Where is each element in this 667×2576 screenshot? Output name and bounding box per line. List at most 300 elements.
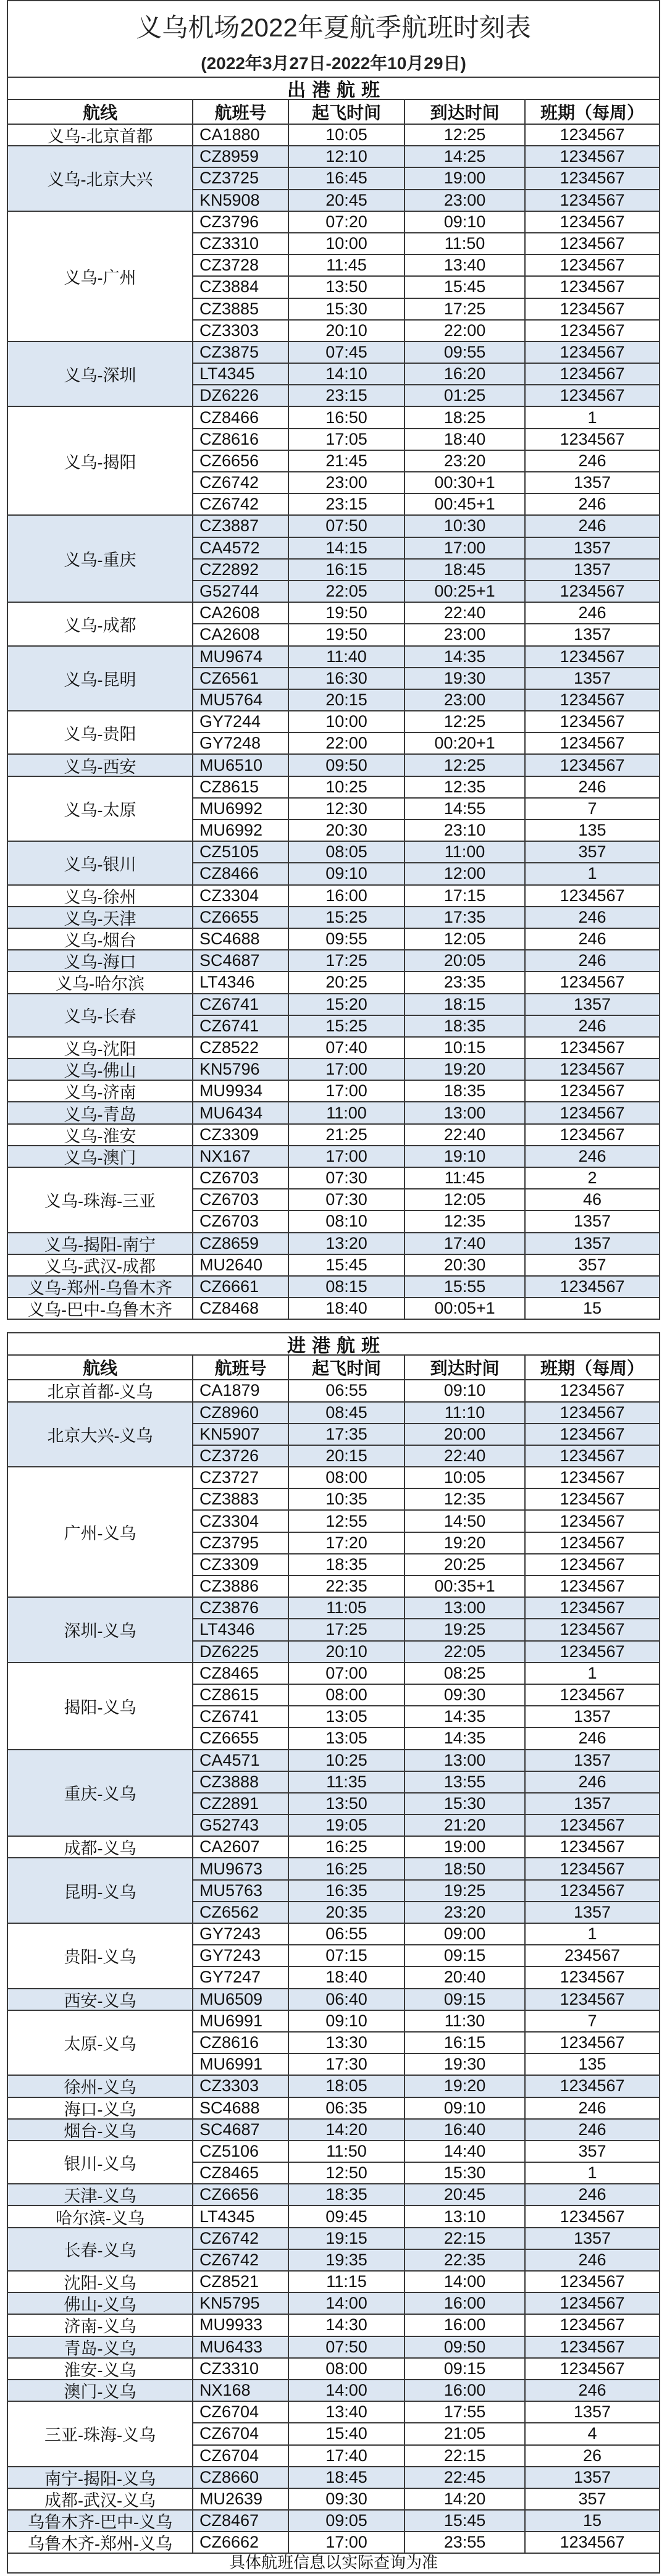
- schedule-days-cell: 2: [526, 1168, 660, 1189]
- flight-number-cell: MU6992: [193, 799, 289, 820]
- schedule-days-cell: 1357: [526, 2467, 660, 2489]
- column-header-schedule-days: 班期（每周）: [526, 100, 660, 125]
- route-cell: 沈阳-义乌: [8, 2272, 193, 2293]
- arrival-time-cell: 13:00: [405, 1598, 526, 1619]
- route-cell: 义乌-广州: [8, 212, 193, 342]
- departure-time-cell: 12:50: [289, 2163, 405, 2184]
- schedule-days-cell: 1357: [526, 560, 660, 581]
- route-cell: 长春-义乌: [8, 2228, 193, 2272]
- flight-number-cell: CZ3728: [193, 255, 289, 277]
- flight-number-cell: CZ6561: [193, 668, 289, 690]
- schedule-days-cell: 246: [526, 516, 660, 537]
- flight-number-cell: CZ3304: [193, 1511, 289, 1532]
- flight-number-cell: CZ8616: [193, 429, 289, 451]
- arrival-time-cell: 09:15: [405, 1989, 526, 2011]
- departure-time-cell: 09:50: [289, 755, 405, 776]
- route-cell: 义乌-哈尔滨: [8, 972, 193, 994]
- schedule-days-cell: 7: [526, 2011, 660, 2033]
- flight-number-cell: CA2607: [193, 1837, 289, 1858]
- arrival-time-cell: 20:30: [405, 1255, 526, 1277]
- departure-time-cell: 16:30: [289, 668, 405, 690]
- departure-time-cell: 07:30: [289, 1189, 405, 1211]
- flight-number-cell: KN5795: [193, 2293, 289, 2315]
- schedule-days-cell: 1234567: [526, 1967, 660, 1989]
- flight-number-cell: CA2608: [193, 624, 289, 646]
- route-cell: 三亚-珠海-义乌: [8, 2402, 193, 2467]
- arrival-time-cell: 14:35: [405, 647, 526, 668]
- route-cell: 义乌-淮安: [8, 1125, 193, 1146]
- flight-number-cell: CZ3304: [193, 886, 289, 907]
- departure-time-cell: 17:35: [289, 1424, 405, 1446]
- schedule-days-cell: 246: [526, 907, 660, 929]
- flight-number-cell: CZ3310: [193, 233, 289, 255]
- arrival-time-cell: 08:25: [405, 1663, 526, 1685]
- departure-time-cell: 23:15: [289, 494, 405, 516]
- departure-time-cell: 06:55: [289, 1380, 405, 1402]
- departure-time-cell: 22:05: [289, 581, 405, 603]
- schedule-days-cell: 1234567: [526, 168, 660, 190]
- departure-time-cell: 09:30: [289, 2489, 405, 2511]
- schedule-days-cell: 1234567: [526, 581, 660, 603]
- arrival-time-cell: 00:25+1: [405, 581, 526, 603]
- schedule-days-cell: 1234567: [526, 429, 660, 451]
- departure-time-cell: 18:40: [289, 1298, 405, 1320]
- flight-number-cell: CZ6655: [193, 907, 289, 929]
- flight-number-cell: CZ8959: [193, 146, 289, 168]
- schedule-days-cell: 1234567: [526, 233, 660, 255]
- departure-time-cell: 09:10: [289, 863, 405, 885]
- departure-time-cell: 13:40: [289, 2402, 405, 2423]
- schedule-days-cell: 1234567: [526, 2293, 660, 2315]
- arrival-time-cell: 16:15: [405, 2033, 526, 2054]
- schedule-days-cell: 1234567: [526, 1102, 660, 1124]
- schedule-days-cell: 1234567: [526, 1989, 660, 2011]
- route-cell: 义乌-海口: [8, 950, 193, 972]
- arrival-time-cell: 23:10: [405, 820, 526, 842]
- schedule-days-cell: 1234567: [526, 972, 660, 994]
- route-cell: 义乌-太原: [8, 777, 193, 842]
- flight-number-cell: CZ6656: [193, 2184, 289, 2206]
- arrival-time-cell: 14:35: [405, 1728, 526, 1750]
- departures-table: [7, 77, 660, 1320]
- arrival-time-cell: 19:00: [405, 1837, 526, 1858]
- departure-time-cell: 09:05: [289, 2511, 405, 2532]
- schedule-days-cell: 1234567: [526, 364, 660, 385]
- departure-time-cell: 16:25: [289, 1837, 405, 1858]
- arrival-time-cell: 18:50: [405, 1858, 526, 1880]
- departure-time-cell: 21:25: [289, 1125, 405, 1146]
- route-cell: 澳门-义乌: [8, 2380, 193, 2402]
- arrival-time-cell: 12:00: [405, 863, 526, 885]
- arrival-time-cell: 17:40: [405, 1233, 526, 1255]
- departure-time-cell: 16:00: [289, 886, 405, 907]
- schedule-days-cell: 1234567: [526, 755, 660, 776]
- departure-time-cell: 11:15: [289, 2272, 405, 2293]
- arrival-time-cell: 17:15: [405, 886, 526, 907]
- flight-number-cell: CZ3888: [193, 1772, 289, 1794]
- route-cell: 广州-义乌: [8, 1467, 193, 1598]
- arrival-time-cell: 09:10: [405, 1380, 526, 1402]
- schedule-days-cell: 1234567: [526, 1881, 660, 1902]
- route-cell: 成都-武汉-义乌: [8, 2489, 193, 2511]
- schedule-days-cell: 1234567: [526, 342, 660, 364]
- schedule-days-cell: 1234567: [526, 1081, 660, 1102]
- route-cell: 乌鲁木齐-巴中-义乌: [8, 2511, 193, 2532]
- route-cell: 贵阳-义乌: [8, 1924, 193, 1989]
- arrival-time-cell: 19:20: [405, 1533, 526, 1554]
- schedule-days-cell: 1234567: [526, 1059, 660, 1081]
- departure-time-cell: 17:00: [289, 2532, 405, 2554]
- flight-number-cell: MU6510: [193, 755, 289, 776]
- arrival-time-cell: 11:10: [405, 1403, 526, 1424]
- flight-number-cell: CZ6703: [193, 1211, 289, 1233]
- schedule-days-cell: 246: [526, 1146, 660, 1168]
- arrival-time-cell: 00:35+1: [405, 1576, 526, 1598]
- schedule-days-cell: 357: [526, 1255, 660, 1277]
- route-cell: 义乌-北京大兴: [8, 146, 193, 212]
- schedule-days-cell: 1234567: [526, 2315, 660, 2336]
- arrival-time-cell: 16:00: [405, 2380, 526, 2402]
- route-cell: 海口-义乌: [8, 2098, 193, 2120]
- route-cell: 义乌-深圳: [8, 342, 193, 408]
- departure-time-cell: 13:50: [289, 277, 405, 298]
- column-header-arrival-time: 到达时间: [405, 100, 526, 125]
- schedule-days-cell: 1357: [526, 538, 660, 560]
- route-cell: 义乌-银川: [8, 842, 193, 885]
- schedule-days-cell: 1357: [526, 624, 660, 646]
- departure-time-cell: 19:05: [289, 1815, 405, 1837]
- schedule-days-cell: 1234567: [526, 1619, 660, 1641]
- flight-number-cell: DZ6225: [193, 1642, 289, 1663]
- departure-time-cell: 08:10: [289, 1211, 405, 1233]
- departure-time-cell: 15:40: [289, 2423, 405, 2445]
- departure-time-cell: 14:00: [289, 2293, 405, 2315]
- departure-time-cell: 19:35: [289, 2250, 405, 2272]
- departure-time-cell: 07:15: [289, 1945, 405, 1967]
- column-header-flight-number: 航班号: [193, 1356, 289, 1380]
- flight-number-cell: CZ8521: [193, 2272, 289, 2293]
- schedule-days-cell: 357: [526, 2141, 660, 2163]
- arrival-time-cell: 13:40: [405, 255, 526, 277]
- departure-time-cell: 16:50: [289, 407, 405, 429]
- arrival-time-cell: 15:45: [405, 2511, 526, 2532]
- arrival-time-cell: 13:00: [405, 1750, 526, 1772]
- arrival-time-cell: 16:00: [405, 2315, 526, 2336]
- flight-number-cell: CZ5106: [193, 2141, 289, 2163]
- route-cell: 重庆-义乌: [8, 1750, 193, 1837]
- arrival-time-cell: 11:30: [405, 2011, 526, 2033]
- flight-number-cell: MU6434: [193, 1102, 289, 1124]
- arrival-time-cell: 18:15: [405, 994, 526, 1016]
- flight-number-cell: CZ8466: [193, 407, 289, 429]
- schedule-days-cell: 1357: [526, 1794, 660, 1815]
- departure-time-cell: 13:30: [289, 2033, 405, 2054]
- departure-time-cell: 20:10: [289, 321, 405, 342]
- schedule-days-cell: 1234567: [526, 255, 660, 277]
- departure-time-cell: 17:20: [289, 1533, 405, 1554]
- departure-time-cell: 17:25: [289, 950, 405, 972]
- flight-number-cell: MU9673: [193, 1858, 289, 1880]
- flight-number-cell: CZ3885: [193, 299, 289, 321]
- arrival-time-cell: 13:00: [405, 1102, 526, 1124]
- flight-number-cell: MU9674: [193, 647, 289, 668]
- departure-time-cell: 23:15: [289, 385, 405, 407]
- departure-time-cell: 18:45: [289, 2467, 405, 2489]
- schedule-days-cell: 1234567: [526, 1837, 660, 1858]
- schedule-days-cell: 46: [526, 1189, 660, 1211]
- schedule-days-cell: 1357: [526, 1706, 660, 1728]
- schedule-days-cell: 1234567: [526, 2272, 660, 2293]
- flight-number-cell: G52743: [193, 1815, 289, 1837]
- schedule-days-cell: 1234567: [526, 2033, 660, 2054]
- schedule-days-cell: 246: [526, 929, 660, 950]
- departure-time-cell: 19:50: [289, 603, 405, 624]
- flight-number-cell: CZ8660: [193, 2467, 289, 2489]
- schedule-days-cell: 1234567: [526, 886, 660, 907]
- schedule-days-cell: 1234567: [526, 125, 660, 146]
- arrival-time-cell: 16:40: [405, 2120, 526, 2141]
- flight-number-cell: GY7243: [193, 1945, 289, 1967]
- schedule-days-cell: 1234567: [526, 733, 660, 755]
- flight-number-cell: CZ6655: [193, 1728, 289, 1750]
- flight-number-cell: CZ6656: [193, 451, 289, 472]
- departure-time-cell: 14:00: [289, 2380, 405, 2402]
- departure-time-cell: 15:25: [289, 907, 405, 929]
- arrival-time-cell: 21:20: [405, 1815, 526, 1837]
- flight-number-cell: CZ3887: [193, 516, 289, 537]
- flight-number-cell: NX168: [193, 2380, 289, 2402]
- flight-number-cell: KN5908: [193, 190, 289, 212]
- schedule-days-cell: 1234567: [526, 1533, 660, 1554]
- arrival-time-cell: 15:45: [405, 277, 526, 298]
- schedule-days-cell: 1234567: [526, 385, 660, 407]
- arrival-time-cell: 00:30+1: [405, 472, 526, 494]
- flight-number-cell: CZ3727: [193, 1467, 289, 1489]
- schedule-days-cell: 1234567: [526, 1554, 660, 1576]
- flight-number-cell: CZ3795: [193, 1533, 289, 1554]
- departure-time-cell: 16:25: [289, 1858, 405, 1880]
- flight-number-cell: CZ6741: [193, 1706, 289, 1728]
- flight-number-cell: CZ6704: [193, 2423, 289, 2445]
- arrival-time-cell: 15:30: [405, 2163, 526, 2184]
- route-cell: 北京大兴-义乌: [8, 1403, 193, 1468]
- arrival-time-cell: 20:00: [405, 1424, 526, 1446]
- departure-time-cell: 16:15: [289, 560, 405, 581]
- departure-time-cell: 11:00: [289, 1102, 405, 1124]
- departure-time-cell: 17:40: [289, 2446, 405, 2467]
- departure-time-cell: 08:05: [289, 842, 405, 863]
- route-cell: 徐州-义乌: [8, 2076, 193, 2097]
- route-cell: 义乌-济南: [8, 1081, 193, 1102]
- arrivals-table: [7, 1332, 660, 2554]
- flight-number-cell: MU6433: [193, 2337, 289, 2359]
- flight-number-cell: CZ3796: [193, 212, 289, 233]
- column-header-route: 航线: [8, 1356, 193, 1380]
- schedule-days-cell: 1357: [526, 1750, 660, 1772]
- arrival-time-cell: 18:25: [405, 407, 526, 429]
- arrival-time-cell: 11:50: [405, 233, 526, 255]
- arrival-time-cell: 09:55: [405, 342, 526, 364]
- schedule-days-cell: 1234567: [526, 277, 660, 298]
- flight-number-cell: LT4345: [193, 2206, 289, 2228]
- schedule-days-cell: 1234567: [526, 1403, 660, 1424]
- arrival-time-cell: 18:45: [405, 560, 526, 581]
- schedule-days-cell: 1234567: [526, 1467, 660, 1489]
- arrival-time-cell: 19:25: [405, 1881, 526, 1902]
- departure-time-cell: 08:15: [289, 1277, 405, 1298]
- schedule-days-cell: 1234567: [526, 212, 660, 233]
- flight-number-cell: MU2640: [193, 1255, 289, 1277]
- arrival-time-cell: 14:55: [405, 799, 526, 820]
- schedule-days-cell: 1234567: [526, 146, 660, 168]
- schedule-days-cell: 234567: [526, 1945, 660, 1967]
- flight-number-cell: CZ6742: [193, 2250, 289, 2272]
- arrival-time-cell: 22:40: [405, 1125, 526, 1146]
- route-cell: 银川-义乌: [8, 2141, 193, 2184]
- departure-time-cell: 07:00: [289, 1663, 405, 1685]
- arrival-time-cell: 18:35: [405, 1081, 526, 1102]
- arrival-time-cell: 12:35: [405, 777, 526, 799]
- flight-number-cell: MU9933: [193, 2315, 289, 2336]
- arrival-time-cell: 14:40: [405, 2141, 526, 2163]
- flight-number-cell: CZ3884: [193, 277, 289, 298]
- flight-number-cell: CA1879: [193, 1380, 289, 1402]
- schedule-days-cell: 1234567: [526, 1598, 660, 1619]
- schedule-days-cell: 1357: [526, 1211, 660, 1233]
- route-cell: 义乌-重庆: [8, 516, 193, 603]
- route-cell: 佛山-义乌: [8, 2293, 193, 2315]
- flight-number-cell: GY7248: [193, 733, 289, 755]
- arrival-time-cell: 15:30: [405, 1794, 526, 1815]
- flight-number-cell: CA4572: [193, 538, 289, 560]
- arrival-time-cell: 22:05: [405, 1642, 526, 1663]
- arrival-time-cell: 22:15: [405, 2446, 526, 2467]
- flight-number-cell: CZ8615: [193, 777, 289, 799]
- arrival-time-cell: 20:45: [405, 2184, 526, 2206]
- arrival-time-cell: 00:45+1: [405, 494, 526, 516]
- departure-time-cell: 23:00: [289, 472, 405, 494]
- departure-time-cell: 09:45: [289, 2206, 405, 2228]
- departure-time-cell: 18:05: [289, 2076, 405, 2097]
- arrival-time-cell: 12:25: [405, 755, 526, 776]
- flight-number-cell: CZ8659: [193, 1233, 289, 1255]
- departure-time-cell: 17:00: [289, 1081, 405, 1102]
- schedule-days-cell: 246: [526, 603, 660, 624]
- arrival-time-cell: 14:00: [405, 2272, 526, 2293]
- disclaimer-note: 具体航班信息以实际查询为准: [7, 2554, 660, 2574]
- schedule-days-cell: 1234567: [526, 1038, 660, 1059]
- arrival-time-cell: 15:55: [405, 1277, 526, 1298]
- flight-number-cell: GY7243: [193, 1924, 289, 1945]
- schedule-days-cell: 135: [526, 820, 660, 842]
- arrival-time-cell: 22:15: [405, 2228, 526, 2250]
- flight-number-cell: MU6991: [193, 2054, 289, 2076]
- route-cell: 义乌-昆明: [8, 647, 193, 712]
- departure-time-cell: 12:10: [289, 146, 405, 168]
- departure-time-cell: 13:05: [289, 1706, 405, 1728]
- flight-number-cell: CZ3725: [193, 168, 289, 190]
- arrival-time-cell: 14:25: [405, 146, 526, 168]
- schedule-days-cell: 1234567: [526, 2337, 660, 2359]
- flight-number-cell: CZ8615: [193, 1685, 289, 1706]
- departure-time-cell: 15:30: [289, 299, 405, 321]
- departure-time-cell: 14:15: [289, 538, 405, 560]
- arrival-time-cell: 09:50: [405, 2337, 526, 2359]
- column-header-departure-time: 起飞时间: [289, 1356, 405, 1380]
- departure-time-cell: 15:45: [289, 1255, 405, 1277]
- departure-time-cell: 11:45: [289, 255, 405, 277]
- arrival-time-cell: 17:00: [405, 538, 526, 560]
- arrival-time-cell: 09:30: [405, 1685, 526, 1706]
- flight-number-cell: CZ6703: [193, 1168, 289, 1189]
- flight-number-cell: LT4345: [193, 364, 289, 385]
- departure-time-cell: 19:50: [289, 624, 405, 646]
- flight-number-cell: CZ6562: [193, 1902, 289, 1924]
- departure-time-cell: 16:45: [289, 168, 405, 190]
- flight-number-cell: CZ6742: [193, 2228, 289, 2250]
- departure-time-cell: 17:00: [289, 1146, 405, 1168]
- flight-number-cell: CZ3876: [193, 1598, 289, 1619]
- flight-number-cell: CZ8465: [193, 1663, 289, 1685]
- schedule-days-cell: 1234567: [526, 1489, 660, 1511]
- arrival-time-cell: 23:35: [405, 972, 526, 994]
- schedule-days-cell: 246: [526, 494, 660, 516]
- departure-time-cell: 17:05: [289, 429, 405, 451]
- departure-time-cell: 08:00: [289, 2359, 405, 2380]
- route-cell: 北京首都-义乌: [8, 1380, 193, 1402]
- schedule-days-cell: 1234567: [526, 1815, 660, 1837]
- arrival-time-cell: 17:25: [405, 299, 526, 321]
- schedule-days-cell: 1234567: [526, 1446, 660, 1467]
- departure-time-cell: 18:35: [289, 2184, 405, 2206]
- arrival-time-cell: 22:45: [405, 2467, 526, 2489]
- flight-number-cell: CZ3309: [193, 1125, 289, 1146]
- schedule-days-cell: 4: [526, 2423, 660, 2445]
- departure-time-cell: 08:45: [289, 1403, 405, 1424]
- route-cell: 昆明-义乌: [8, 1858, 193, 1924]
- arrival-time-cell: 12:05: [405, 1189, 526, 1211]
- flight-number-cell: KN5907: [193, 1424, 289, 1446]
- departure-time-cell: 10:35: [289, 1489, 405, 1511]
- route-cell: 义乌-贵阳: [8, 711, 193, 755]
- arrival-time-cell: 12:25: [405, 711, 526, 733]
- departure-time-cell: 14:20: [289, 2120, 405, 2141]
- arrival-time-cell: 20:40: [405, 1967, 526, 1989]
- departure-time-cell: 06:40: [289, 1989, 405, 2011]
- arrival-time-cell: 19:20: [405, 2076, 526, 2097]
- flight-number-cell: CZ3726: [193, 1446, 289, 1467]
- schedule-days-cell: 1357: [526, 2228, 660, 2250]
- schedule-days-cell: 1234567: [526, 711, 660, 733]
- title-block: [7, 0, 660, 77]
- schedule-days-cell: 1357: [526, 994, 660, 1016]
- flight-number-cell: CZ6742: [193, 472, 289, 494]
- schedule-days-cell: 1234567: [526, 2206, 660, 2228]
- flight-number-cell: CZ6741: [193, 994, 289, 1016]
- arrival-time-cell: 10:15: [405, 1038, 526, 1059]
- arrival-time-cell: 01:25: [405, 385, 526, 407]
- flight-number-cell: GY7247: [193, 1967, 289, 1989]
- column-header-route: 航线: [8, 100, 193, 125]
- flight-number-cell: CZ3883: [193, 1489, 289, 1511]
- departure-time-cell: 20:30: [289, 820, 405, 842]
- arrival-time-cell: 12:35: [405, 1211, 526, 1233]
- departure-time-cell: 13:50: [289, 1794, 405, 1815]
- schedule-days-cell: 1357: [526, 1233, 660, 1255]
- departure-time-cell: 20:10: [289, 1642, 405, 1663]
- departure-time-cell: 20:15: [289, 1446, 405, 1467]
- flight-number-cell: CZ6704: [193, 2402, 289, 2423]
